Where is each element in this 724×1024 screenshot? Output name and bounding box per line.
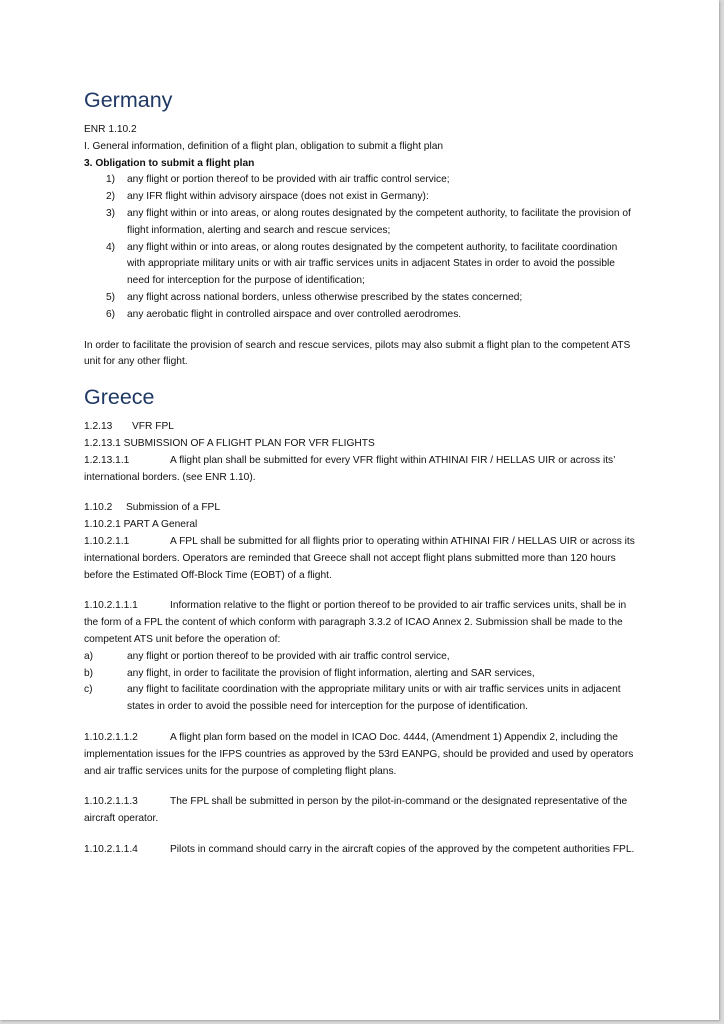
paragraph-text: The FPL shall be submitted in person by the pilot-in-command or the designated representative of the aircraft operator. (84, 796, 628, 825)
list-item (84, 206, 636, 240)
paragraph-number: 1.10.2.1.1 (84, 535, 130, 547)
list-item-number: 1) (106, 174, 116, 186)
list-item-letter: c) (84, 684, 93, 696)
germany-subtitle: I. General information, definition of a flight plan, obligation to submit a flight plan (84, 140, 444, 152)
section-number: 1.10.2 (84, 502, 113, 514)
greece-paragraph-3 (84, 794, 636, 828)
greece-vfr-paragraph (84, 453, 636, 487)
paragraph-number: 1.10.2.1.1.3 (84, 796, 138, 808)
list-item (84, 240, 636, 290)
list-item (84, 307, 636, 324)
list-item-number: 4) (106, 241, 116, 253)
list-item-number: 6) (106, 308, 116, 320)
section-number: 1.2.13 (84, 421, 113, 433)
paragraph-text: A flight plan shall be submitted for every VFR flight within ATHINAI FIR / HELLAS UIR or across its’ international borders. (see ENR 1.10). (84, 454, 616, 483)
paragraph-number: 1.10.2.1.1.2 (84, 731, 138, 743)
greece-submission-paragraph (84, 534, 636, 584)
list-item (84, 172, 636, 189)
greece-paragraph-1 (84, 598, 636, 648)
document-content (84, 86, 636, 859)
greece-heading: Greece (84, 385, 155, 410)
list-item-text: any flight to facilitate coordination with the appropriate military units or with air traffic services units in adjacent states in order to avoid the possible need for interception for the purpose of identification. (127, 684, 621, 713)
greece-paragraph-2 (84, 730, 636, 780)
paragraph-number: 1.10.2.1.1.4 (84, 843, 138, 855)
list-item-letter: b) (84, 667, 94, 679)
list-item-text: any aerobatic flight in controlled airspace and over controlled aerodromes. (127, 308, 462, 320)
section-label: Submission of a FPL (126, 502, 221, 514)
paragraph-text: A flight plan form based on the model in ICAO Doc. 4444, (Amendment 1) Appendix 2, including the implementation issues for the IFPS countries as approved by the 53rd EANPG, should be provided and used by operators and air traffic services units for the purpose of completing flight plans. (84, 731, 634, 777)
list-item-text: any flight within or into areas, or along routes designated by the competent authority, to facilitate the provision of flight information, alerting and search and rescue services; (127, 207, 631, 236)
list-item (84, 290, 636, 307)
paragraph-text: A FPL shall be submitted for all flights prior to operating within ATHINAI FIR / HELLAS UIR or across its international borders. Operators are reminded that Greece shall not accept flight plans submitted more than 120 hours before the Estimated Off-Block Time (EOBT) of a flight. (84, 535, 635, 581)
germany-ref: ENR 1.10.2 (84, 124, 137, 135)
germany-list (84, 172, 636, 323)
list-item-text: any flight, in order to facilitate the provision of flight information, alerting and SAR services, (127, 667, 535, 679)
list-item-letter: a) (84, 650, 94, 662)
list-item (84, 649, 636, 666)
list-item-number: 5) (106, 291, 116, 303)
greece-vfr-section (84, 419, 636, 436)
list-item (84, 189, 636, 206)
greece-vfr-subsection: 1.2.13.1 SUBMISSION OF A FLIGHT PLAN FOR VFR FLIGHTS (84, 437, 375, 449)
section-label: VFR FPL (132, 421, 174, 433)
list-item-text: any IFR flight within advisory airspace (does not exist in Germany): (127, 191, 429, 203)
paragraph-text: Information relative to the flight or portion thereof to be provided to air traffic services units, shall be in the form of a FPL the content of which conform with paragraph 3.3.2 of ICAO Annex 2. Submission shall be made to the competent ATS unit before the operation of: (84, 600, 627, 645)
list-item (84, 682, 636, 716)
list-item-text: any flight or portion thereof to be provided with air traffic control service, (127, 650, 450, 662)
list-item-number: 2) (106, 191, 116, 203)
germany-note: In order to facilitate the provision of search and rescue services, pilots may also submit a flight plan to the competent ATS unit for any other flight. (84, 339, 631, 368)
germany-heading: Germany (84, 88, 173, 112)
greece-part-a: 1.10.2.1 PART A General (84, 519, 198, 531)
paragraph-number: 1.10.2.1.1.1 (84, 600, 138, 612)
list-item-text: any flight within or into areas, or along routes designated by the competent authority, to facilitate coordination with appropriate military units or with air traffic services units in adjacent States in order to avoid the possible need for interception for the purpose of identification; (127, 241, 618, 287)
greece-alpha-list (84, 649, 636, 716)
greece-paragraph-4 (84, 842, 636, 859)
greece-submission-section (84, 500, 636, 517)
list-item-text: any flight across national borders, unless otherwise prescribed by the states concerned; (127, 291, 523, 303)
paragraph-number: 1.2.13.1.1 (84, 454, 130, 466)
list-item-number: 3) (106, 207, 116, 219)
germany-obligation-heading: 3. Obligation to submit a flight plan (84, 157, 255, 169)
list-item (84, 666, 636, 683)
list-item-text: any flight or portion thereof to be provided with air traffic control service; (127, 174, 450, 186)
paragraph-text: Pilots in command should carry in the aircraft copies of the approved by the competent authorities FPL. (170, 843, 635, 855)
